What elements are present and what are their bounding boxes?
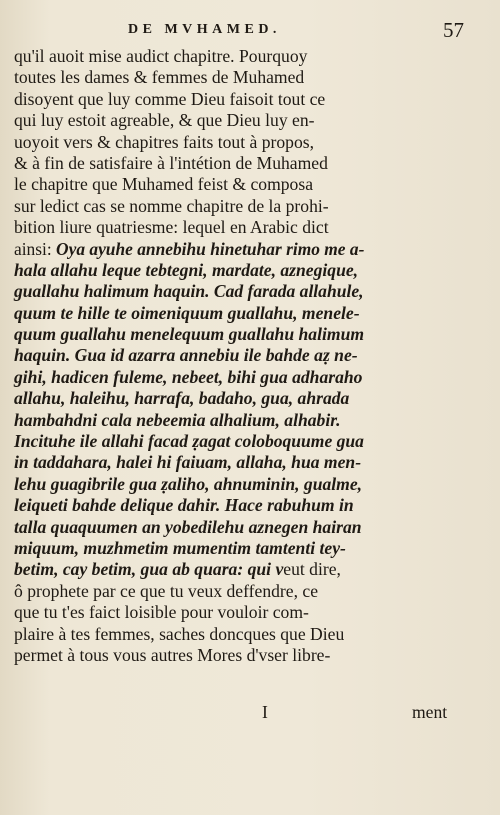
text-line: permet à tous vous autres Mores d'vser libre- xyxy=(14,644,331,665)
text-line: que tu t'es faict loisible pour vouloir com- xyxy=(14,602,309,623)
text-line: quum te hille te oimeniquum guallahu, menele- xyxy=(14,302,360,323)
catchword: ment xyxy=(412,702,448,722)
text-line: uoyoit vers & chapitres faits tout à propos, xyxy=(14,131,315,152)
text-line: hambahdni cala nebeemia alhalium, alhabir. xyxy=(14,409,341,430)
text-line: Incituhe ile allahi facad ẓagat coloboquume gua xyxy=(14,431,364,452)
text-line: betim, cay betim, gua ab quara: qui veut dire, xyxy=(14,559,341,580)
text-block xyxy=(14,46,364,666)
text-line: haquin. Gua id azarra annebiu ile bahde aẓ ne- xyxy=(14,345,358,366)
text-line: talla quaquumen an yobedilehu aznegen hairan xyxy=(14,516,362,537)
page-number: 57 xyxy=(443,18,464,42)
text-line: plaire à tes femmes, saches doncques que Dieu xyxy=(14,623,345,644)
text-line: hala allahu leque tebtegni, mardate, aznegique, xyxy=(14,259,359,280)
page-header xyxy=(0,16,500,42)
running-head: DE MVHAMED. xyxy=(128,22,281,37)
text-line: qu'il auoit mise audict chapitre. Pourquoy xyxy=(14,46,308,66)
signature-mark: I xyxy=(262,702,268,722)
text-line: ô prophete par ce que tu veux deffendre, ce xyxy=(14,580,318,601)
text-line: ainsi: Oya ayuhe annebihu hinetuhar rimo me a- xyxy=(14,238,365,259)
text-line: bition liure quatriesme: lequel en Arabic dict xyxy=(14,217,329,238)
text-line: le chapitre que Muhamed feist & composa xyxy=(14,174,313,195)
text-line: miquum, muzhmetim mumentim tamtenti tey- xyxy=(14,537,346,558)
text-line: guallahu halimum haquin. Cad farada allahule, xyxy=(14,281,364,302)
text-line: toutes les dames & femmes de Muhamed xyxy=(14,67,305,88)
page-footer xyxy=(0,702,500,724)
text-line: gihi, hadicen fuleme, nebeet, bihi gua adharaho xyxy=(14,366,363,387)
text-line: disoyent que luy comme Dieu faisoit tout ce xyxy=(14,88,326,109)
text-line: leiqueti bahde delique dahir. Hace rabuhum in xyxy=(14,495,354,516)
text-line: sur ledict cas se nomme chapitre de la prohi- xyxy=(14,195,329,216)
text-line: allahu, haleihu, harrafa, badaho, gua, ahrada xyxy=(14,388,350,409)
text-line: lehu guagibrile gua ẓaliho, ahnuminin, gualme, xyxy=(14,473,363,494)
text-line: in taddahara, halei hi faiuam, allaha, hua men- xyxy=(14,452,362,473)
text-line: quum guallahu menelequum guallahu halimum xyxy=(14,324,365,345)
text-line: qui luy estoit agreable, & que Dieu luy en- xyxy=(14,110,315,131)
text-line: & à fin de satisfaire à l'intétion de Muhamed xyxy=(14,152,328,173)
